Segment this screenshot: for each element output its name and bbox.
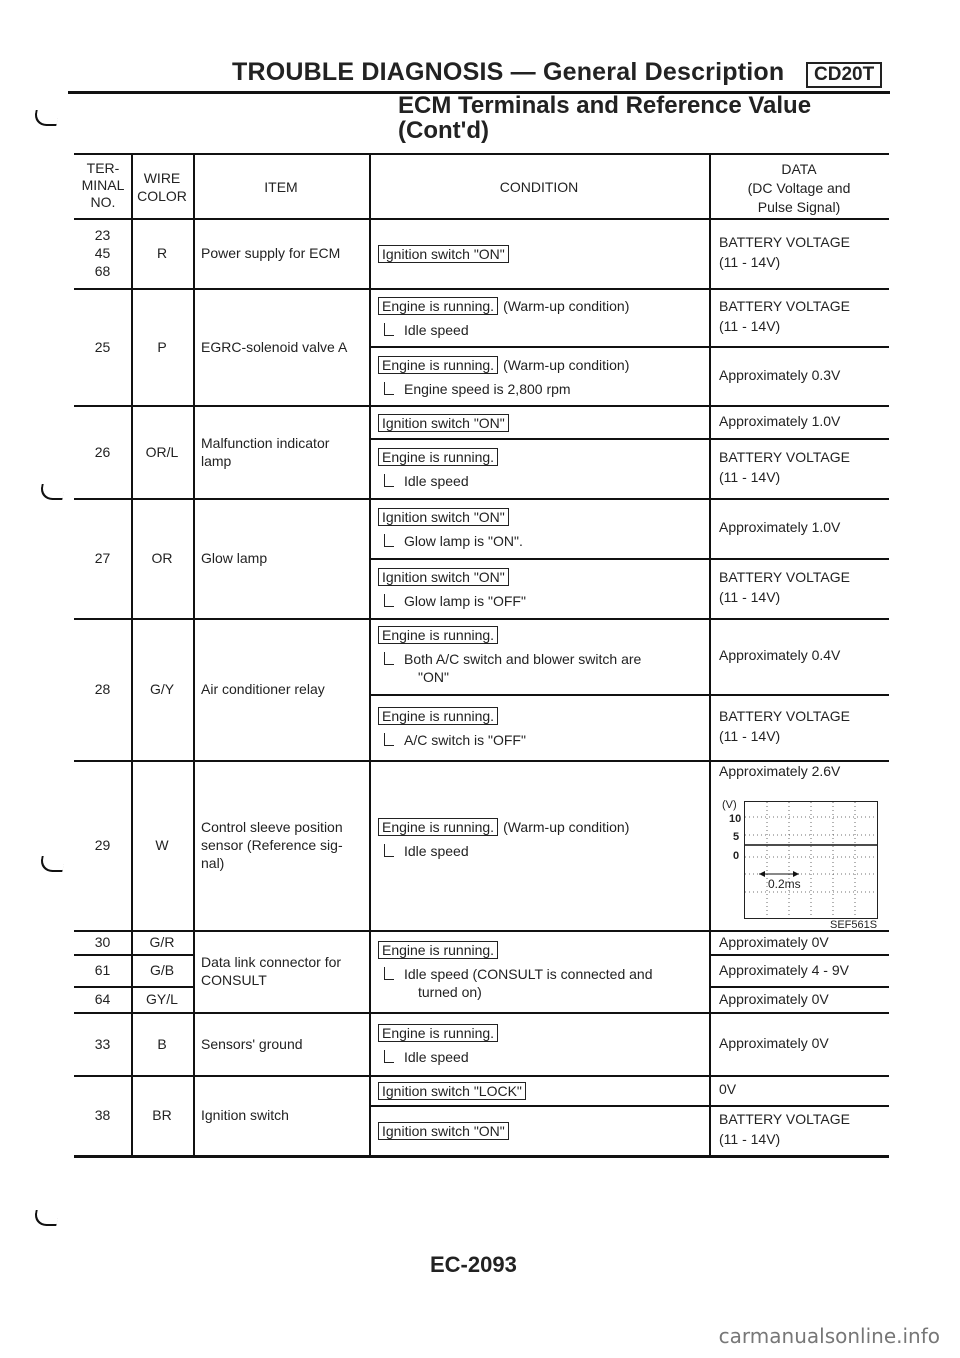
terminal-no-line: 25 [94,339,111,355]
engine-running-box: Engine is running. [378,626,498,644]
scope-unit: (V) [722,799,737,811]
item-text-line: Malfunction indicator [201,435,330,451]
data-value: Approximately 1.0V [719,519,841,535]
row-divider [74,1075,889,1077]
header-terminal [74,160,132,211]
data-value: (11 - 14V) [719,318,781,334]
header-wire-l1: WIRE [143,170,181,186]
wire-color: R [156,245,168,261]
data-value: BATTERY VOLTAGE [719,1111,850,1127]
condition-line [378,414,509,432]
terminal-no [74,443,131,461]
condition-detail-text: A/C switch is "OFF" [404,732,526,748]
wire-color: BR [152,1107,172,1123]
section-title: ECM Terminals and Reference Value [398,92,812,119]
l-bracket-mark [384,474,394,487]
item-text-line: Ignition switch [201,1107,289,1123]
condition-detail [384,842,469,860]
data-value: (11 - 14V) [719,728,781,744]
scope-figure-ref: SEF561S [830,919,878,931]
condition-detail-text: Glow lamp is "OFF" [404,593,526,609]
data-value: BATTERY VOLTAGE [719,569,850,585]
data-value: BATTERY VOLTAGE [719,708,850,724]
wire-color: W [155,837,169,853]
condition-line [378,1024,498,1042]
terminal-no-line: 38 [94,1107,111,1123]
condition-detail-text: Both A/C switch and blower switch are [404,651,642,667]
condition-line [378,626,498,644]
item-text-line: Air conditioner relay [201,681,325,697]
engine-running-box: Engine is running. [378,941,498,959]
terminal-no [74,338,131,356]
condition-detail-text: Idle speed [404,843,469,859]
condition-divider [369,346,889,348]
engine-running-box: Engine is running. [378,448,498,466]
terminal-no [74,1106,131,1124]
l-bracket-mark [384,844,394,857]
condition-line [378,818,629,836]
condition-line [378,245,509,263]
col-sep [193,153,195,1155]
col-sep [709,153,711,1155]
condition-detail-text: "ON" [418,669,449,685]
scope-tick-0: 0 [733,850,740,862]
sub-row-divider [74,954,193,956]
row-divider [74,498,889,500]
header-terminal-l2: MINAL [81,177,125,193]
condition-detail [384,532,523,550]
l-bracket-mark [384,382,394,395]
wire-color: OR [151,550,173,566]
condition-detail [418,983,482,1001]
item-text-line: nal) [201,855,225,871]
condition-detail [384,731,526,749]
condition-line [378,707,498,725]
condition-line [378,297,629,315]
sub-row-divider [74,986,193,988]
watermark: carmanualsonline.info [718,1324,940,1348]
data-value: Approximately 0.3V [719,367,841,383]
condition-line [378,508,509,526]
wire-color: P [157,339,167,355]
condition-line [378,1122,509,1140]
l-bracket-mark [384,733,394,746]
condition-detail-text: turned on) [418,984,482,1000]
section-title-cont: (Cont'd) [398,117,489,144]
terminal-no-line: 28 [94,681,111,697]
terminal-no-line: 23 [94,227,111,243]
terminal-no [74,226,131,280]
data-value: BATTERY VOLTAGE [719,298,850,314]
header-item: ITEM [264,179,298,195]
corner-mark [38,484,65,500]
data-value: (11 - 14V) [719,469,781,485]
header-data-l1: DATA [781,161,817,177]
engine-running-box: Engine is running. [378,297,498,315]
engine-running-box: Engine is running. [378,356,498,374]
condition-detail [418,668,449,686]
condition-note: (Warm-up condition) [503,357,630,373]
terminal-no-line: 26 [94,444,111,460]
condition-detail-text: Glow lamp is "ON". [404,533,523,549]
header-data-l2: (DC Voltage and [747,180,851,196]
data-value: (11 - 14V) [719,1131,781,1147]
ignition-switch-box: Ignition switch "ON" [378,508,509,526]
item-text [201,818,369,872]
l-bracket-mark [384,652,394,665]
terminal-no-line: 33 [94,1036,111,1052]
condition-detail-text: Engine speed is 2,800 rpm [404,381,571,397]
wire-color: GY/L [146,991,178,1007]
condition-detail-text: Idle speed [404,473,469,489]
item-text-line: Sensors' ground [201,1036,303,1052]
item-text [201,1035,369,1053]
data-value: Approximately 4 - 9V [719,962,849,978]
data-value: BATTERY VOLTAGE [719,234,850,250]
scope-tick-5: 5 [733,831,740,843]
item-text [201,549,369,567]
condition-detail [384,1048,469,1066]
terminal-no-line: 68 [94,263,111,279]
item-text-line: lamp [201,453,232,469]
header-terminal-l1: TER- [86,160,120,176]
item-text [201,680,369,698]
condition-detail [384,965,653,983]
data-value: 0V [719,1081,737,1097]
condition-note: (Warm-up condition) [503,298,630,314]
engine-running-box: Engine is running. [378,1024,498,1042]
terminal-no [74,1035,131,1053]
table-bottom-rule [74,1155,889,1158]
item-text [201,1106,369,1124]
terminal-no: 61 [94,962,111,978]
engine-badge: CD20T [806,62,882,88]
data-value: Approximately 0V [719,991,829,1007]
ignition-switch-box: Ignition switch "ON" [378,568,509,586]
l-bracket-mark [384,967,394,980]
item-text-line: CONSULT [201,972,267,988]
wire-color: G/R [149,934,175,950]
header-wire [131,169,193,205]
item-text-line: sensor (Reference sig- [201,837,343,853]
wire-color: OR/L [145,444,179,460]
terminal-no-line: 27 [94,550,111,566]
condition-divider [369,438,889,440]
terminal-no: 30 [94,934,111,950]
ignition-switch-box: Ignition switch "ON" [378,414,509,432]
condition-detail-text: Idle speed [404,322,469,338]
condition-detail-text: Idle speed (CONSULT is connected and [404,966,653,982]
condition-detail [384,380,571,398]
scope-grid-svg [745,802,877,918]
condition-detail-text: Idle speed [404,1049,469,1065]
header-data-l3: Pulse Signal) [757,199,841,215]
row-divider [74,288,889,290]
condition-note: (Warm-up condition) [503,819,630,835]
corner-mark [38,856,65,872]
condition-detail [384,472,469,490]
header-condition: CONDITION [499,179,579,195]
scope-waveform [744,801,878,919]
item-text-line: Power supply for ECM [201,245,341,261]
condition-line [378,356,629,374]
page-number: EC-2093 [430,1252,517,1277]
header-wire-l2: COLOR [137,188,187,204]
data-value: (11 - 14V) [719,589,781,605]
ignition-switch-box: Ignition switch "LOCK" [378,1082,526,1100]
condition-line [378,1082,526,1100]
item-text-line: EGRC-solenoid valve A [201,339,348,355]
l-bracket-mark [384,1050,394,1063]
scope-tick-10: 10 [729,813,742,825]
condition-line [378,941,498,959]
item-text [201,244,369,262]
engine-running-box: Engine is running. [378,818,498,836]
terminal-no: 64 [94,991,111,1007]
row-divider [74,405,889,407]
ignition-switch-box: Ignition switch "ON" [378,245,509,263]
condition-divider [369,558,889,560]
data-value: Approximately 2.6V [719,763,841,779]
header-terminal-l3: NO. [90,194,116,210]
data-value: Approximately 1.0V [719,413,841,429]
terminal-no [74,549,131,567]
l-bracket-mark [384,534,394,547]
condition-detail [384,321,469,339]
data-value: (11 - 14V) [719,254,781,270]
row-divider [74,618,889,620]
engine-running-box: Engine is running. [378,707,498,725]
wire-color: G/B [149,962,175,978]
terminal-no-line: 45 [94,245,111,261]
row-divider [74,930,889,932]
data-value: Approximately 0.4V [719,647,841,663]
condition-detail [384,592,526,610]
item-text-line: Control sleeve position [201,819,343,835]
condition-line [378,568,509,586]
sub-row-divider [709,954,889,956]
condition-line [378,448,498,466]
item-text-line: Glow lamp [201,550,268,566]
condition-detail [384,650,641,668]
corner-mark [32,1210,59,1226]
ignition-switch-box: Ignition switch "ON" [378,1122,509,1140]
sub-row-divider [709,986,889,988]
col-sep [369,153,371,1155]
item-text [201,953,369,989]
scope-time-label: 0.2ms [768,877,801,891]
corner-mark [32,110,59,126]
l-bracket-mark [384,323,394,336]
data-value: Approximately 0V [719,1035,829,1051]
table-top-rule [74,153,889,155]
data-value: Approximately 0V [719,934,829,950]
wire-color: B [157,1036,167,1052]
terminal-no [74,836,131,854]
row-divider [74,1012,889,1014]
wire-color: G/Y [149,681,175,697]
condition-divider [369,1105,889,1107]
condition-divider [369,694,889,696]
data-value: BATTERY VOLTAGE [719,449,850,465]
item-text [201,338,369,356]
header-bottom-rule [74,218,889,220]
header-data [709,160,889,217]
page-title: TROUBLE DIAGNOSIS — General Description [232,58,785,86]
item-text [201,434,369,470]
terminal-no-line: 29 [94,837,111,853]
l-bracket-mark [384,594,394,607]
item-text-line: Data link connector for [201,954,342,970]
terminal-no [74,680,131,698]
